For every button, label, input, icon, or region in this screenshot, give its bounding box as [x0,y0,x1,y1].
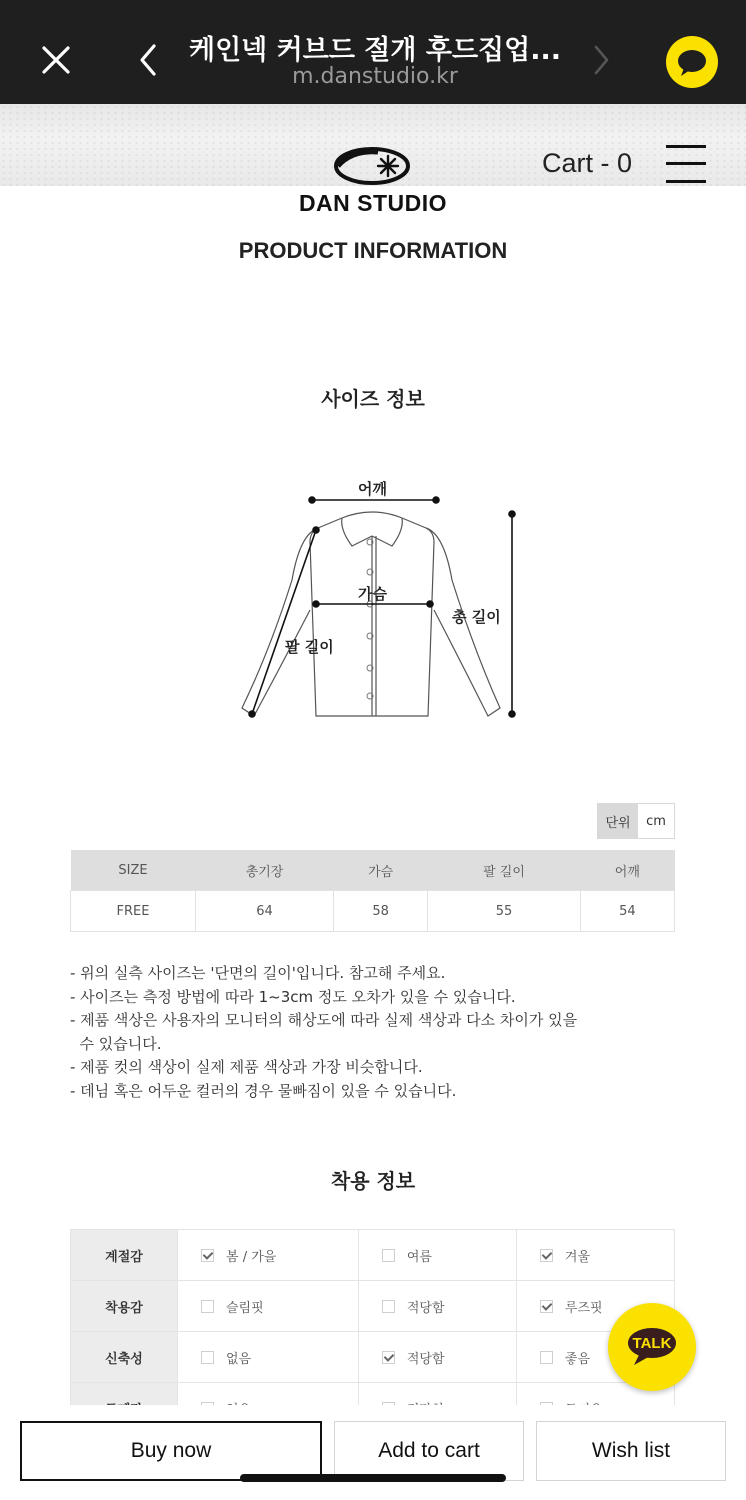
unit-indicator [597,803,675,839]
product-info-title: PRODUCT INFORMATION [238,238,508,263]
size-table [70,850,675,932]
table-row [71,1281,675,1332]
fit-option-label: 적당함 [406,1300,445,1316]
diagram-label-shoulder: 어깨 [358,480,387,498]
unit-value: cm [646,813,666,829]
diagram-label-chest: 가슴 [358,585,387,603]
checkbox [540,1300,553,1313]
fit-option-label: 봄 / 가을 [226,1249,277,1265]
checkbox [201,1351,214,1364]
fit-row-label: 착용감 [71,1281,178,1332]
buy-now-button[interactable]: Buy now [20,1421,322,1481]
fit-option-label: 루즈핏 [564,1300,603,1316]
kakao-chat-icon [666,36,718,88]
size-table-header-cell: 가슴 [334,850,428,891]
fit-option [178,1332,359,1383]
size-table-cell: FREE [71,891,196,932]
dan-studio-logo-icon[interactable] [332,144,414,188]
note-line: 수 있습니다. [70,1034,162,1053]
close-icon[interactable] [38,42,74,78]
size-notes [70,962,577,1103]
fit-option [178,1230,359,1281]
checkbox [201,1300,214,1313]
note-line: - 위의 실측 사이즈는 '단면의 길이'입니다. 참고해 주세요. [70,964,446,982]
add-to-cart-button[interactable]: Add to cart [334,1421,524,1481]
fit-option-label: 적당함 [406,1351,445,1367]
home-indicator[interactable] [240,1474,506,1482]
talk-label: TALK [632,1335,672,1352]
diagram-label-sleeve: 팔 길이 [285,638,334,656]
checkbox [382,1351,395,1364]
fit-option [358,1332,516,1383]
fit-option-label: 좋음 [564,1351,591,1367]
note-line: - 제품 컷의 색상이 실제 제품 색상과 가장 비슷합니다. [70,1058,423,1076]
size-table-cell: 58 [334,891,428,932]
chevron-right-icon[interactable] [590,42,614,78]
checkbox [382,1249,395,1262]
fit-section-title: 착용 정보 [330,1169,416,1193]
checkbox [382,1300,395,1313]
size-table-header-cell: 어깨 [580,850,674,891]
fit-option [358,1281,516,1332]
size-section-title: 사이즈 정보 [321,387,425,411]
checkbox [201,1249,214,1262]
browser-page-title: 케인넥 커브드 절개 후드집업... [189,35,561,66]
fit-option [358,1230,516,1281]
checkbox [540,1351,553,1364]
chevron-left-icon[interactable] [134,40,162,80]
fit-option [178,1281,359,1332]
fit-option-label: 여름 [406,1249,432,1265]
table-row [71,1230,675,1281]
note-line: - 제품 색상은 사용자의 모니터의 해상도에 따라 실제 색상과 다소 차이가 있을 [70,1011,578,1029]
browser-top-bar [0,0,746,104]
table-row [71,891,675,932]
size-table-cell: 64 [196,891,334,932]
menu-line [666,180,706,183]
size-table-header-cell: SIZE [71,850,196,891]
size-table-cell: 55 [428,891,580,932]
note-line: - 데님 혹은 어두운 컬러의 경우 물빠짐이 있을 수 있습니다. [70,1081,457,1100]
size-table-header-cell: 팔 길이 [428,850,580,891]
diagram-label-total-length: 총 길이 [452,608,501,626]
hamburger-menu-icon[interactable] [666,145,708,183]
fit-option-label: 슬림핏 [226,1300,264,1316]
fit-table [70,1229,675,1434]
fit-option-label: 없음 [226,1351,252,1367]
fit-row-label: 계절감 [71,1230,178,1281]
fit-row-label: 신축성 [71,1332,178,1383]
fit-option [516,1230,674,1281]
wish-list-button[interactable]: Wish list [536,1421,726,1481]
kakao-talk-button[interactable] [608,1303,696,1391]
table-row [71,1332,675,1383]
fit-option-label: 겨울 [564,1249,591,1265]
size-table-header-cell: 총기장 [196,850,334,891]
brand-logo-text[interactable]: DAN STUDIO [298,190,448,216]
cart-link[interactable]: Cart - 0 [542,148,633,178]
browser-url[interactable]: m.danstudio.kr [292,64,458,89]
note-line: - 사이즈는 측정 방법에 따라 1~3cm 정도 오차가 있을 수 있습니다. [70,987,516,1006]
unit-label: 단위 [598,804,638,838]
menu-line [666,162,706,165]
kakao-chat-button[interactable] [666,36,718,88]
menu-line [666,145,706,148]
size-table-cell: 54 [580,891,674,932]
size-table-header [71,850,675,891]
checkbox [540,1249,553,1262]
